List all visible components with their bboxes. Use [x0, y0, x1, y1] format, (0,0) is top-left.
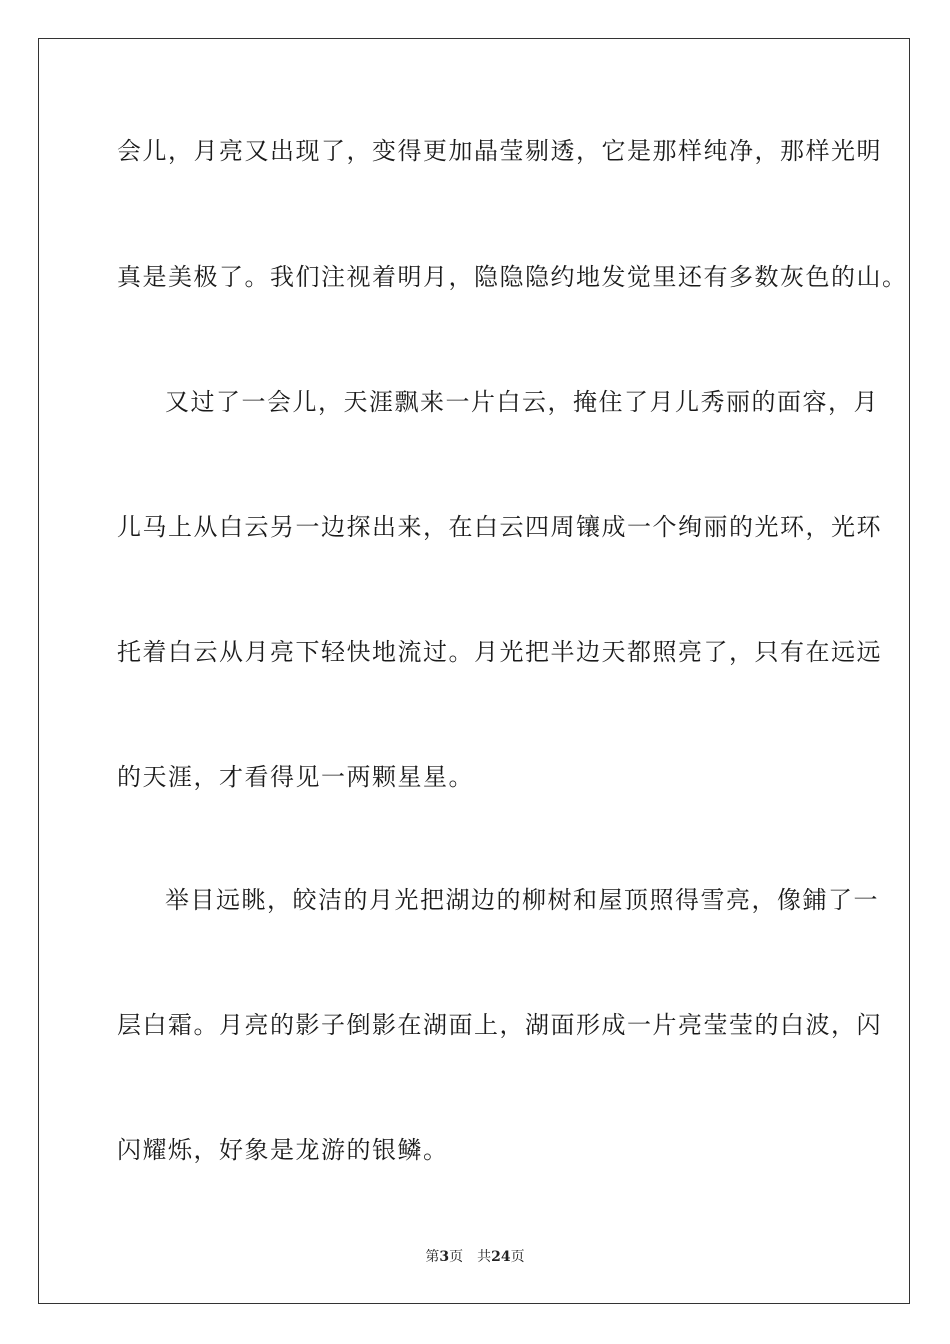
total-suffix: 页 — [510, 1249, 525, 1265]
page-border — [38, 38, 910, 1304]
paragraph-start-line: 举目远眺，皎洁的月光把湖边的柳树和屋顶照得雪亮，像鋪了一 — [165, 886, 879, 914]
text-line: 真是美极了。我们注视着明月，隐隐隐约地发觉里还有多数灰色的山。 — [117, 263, 908, 291]
total-pages: 24 — [491, 1249, 511, 1265]
text-line: 闪耀烁，好象是龙游的银鳞。 — [117, 1136, 449, 1164]
text-line: 儿马上从白云另一边探出来，在白云四周镶成一个绚丽的光环，光环 — [117, 513, 882, 541]
total-prefix: 共 — [477, 1249, 492, 1265]
page-footer — [0, 1248, 950, 1266]
paragraph-start-line: 又过了一会儿，天涯飘来一片白云，掩住了月儿秀丽的面容，月 — [165, 388, 879, 416]
text-line: 会儿，月亮又出现了，变得更加晶莹剔透，它是那样纯净，那样光明 — [117, 137, 882, 165]
text-line: 托着白云从月亮下轻快地流过。月光把半边天都照亮了，只有在远远 — [117, 638, 882, 666]
page-number: 3 — [439, 1249, 450, 1265]
text-line: 层白霜。月亮的影子倒影在湖面上，湖面形成一片亮莹莹的白波，闪 — [117, 1011, 882, 1039]
text-line: 的天涯，才看得见一两颗星星。 — [117, 763, 474, 791]
page-suffix: 页 — [449, 1249, 464, 1265]
page-prefix: 第 — [425, 1249, 440, 1265]
